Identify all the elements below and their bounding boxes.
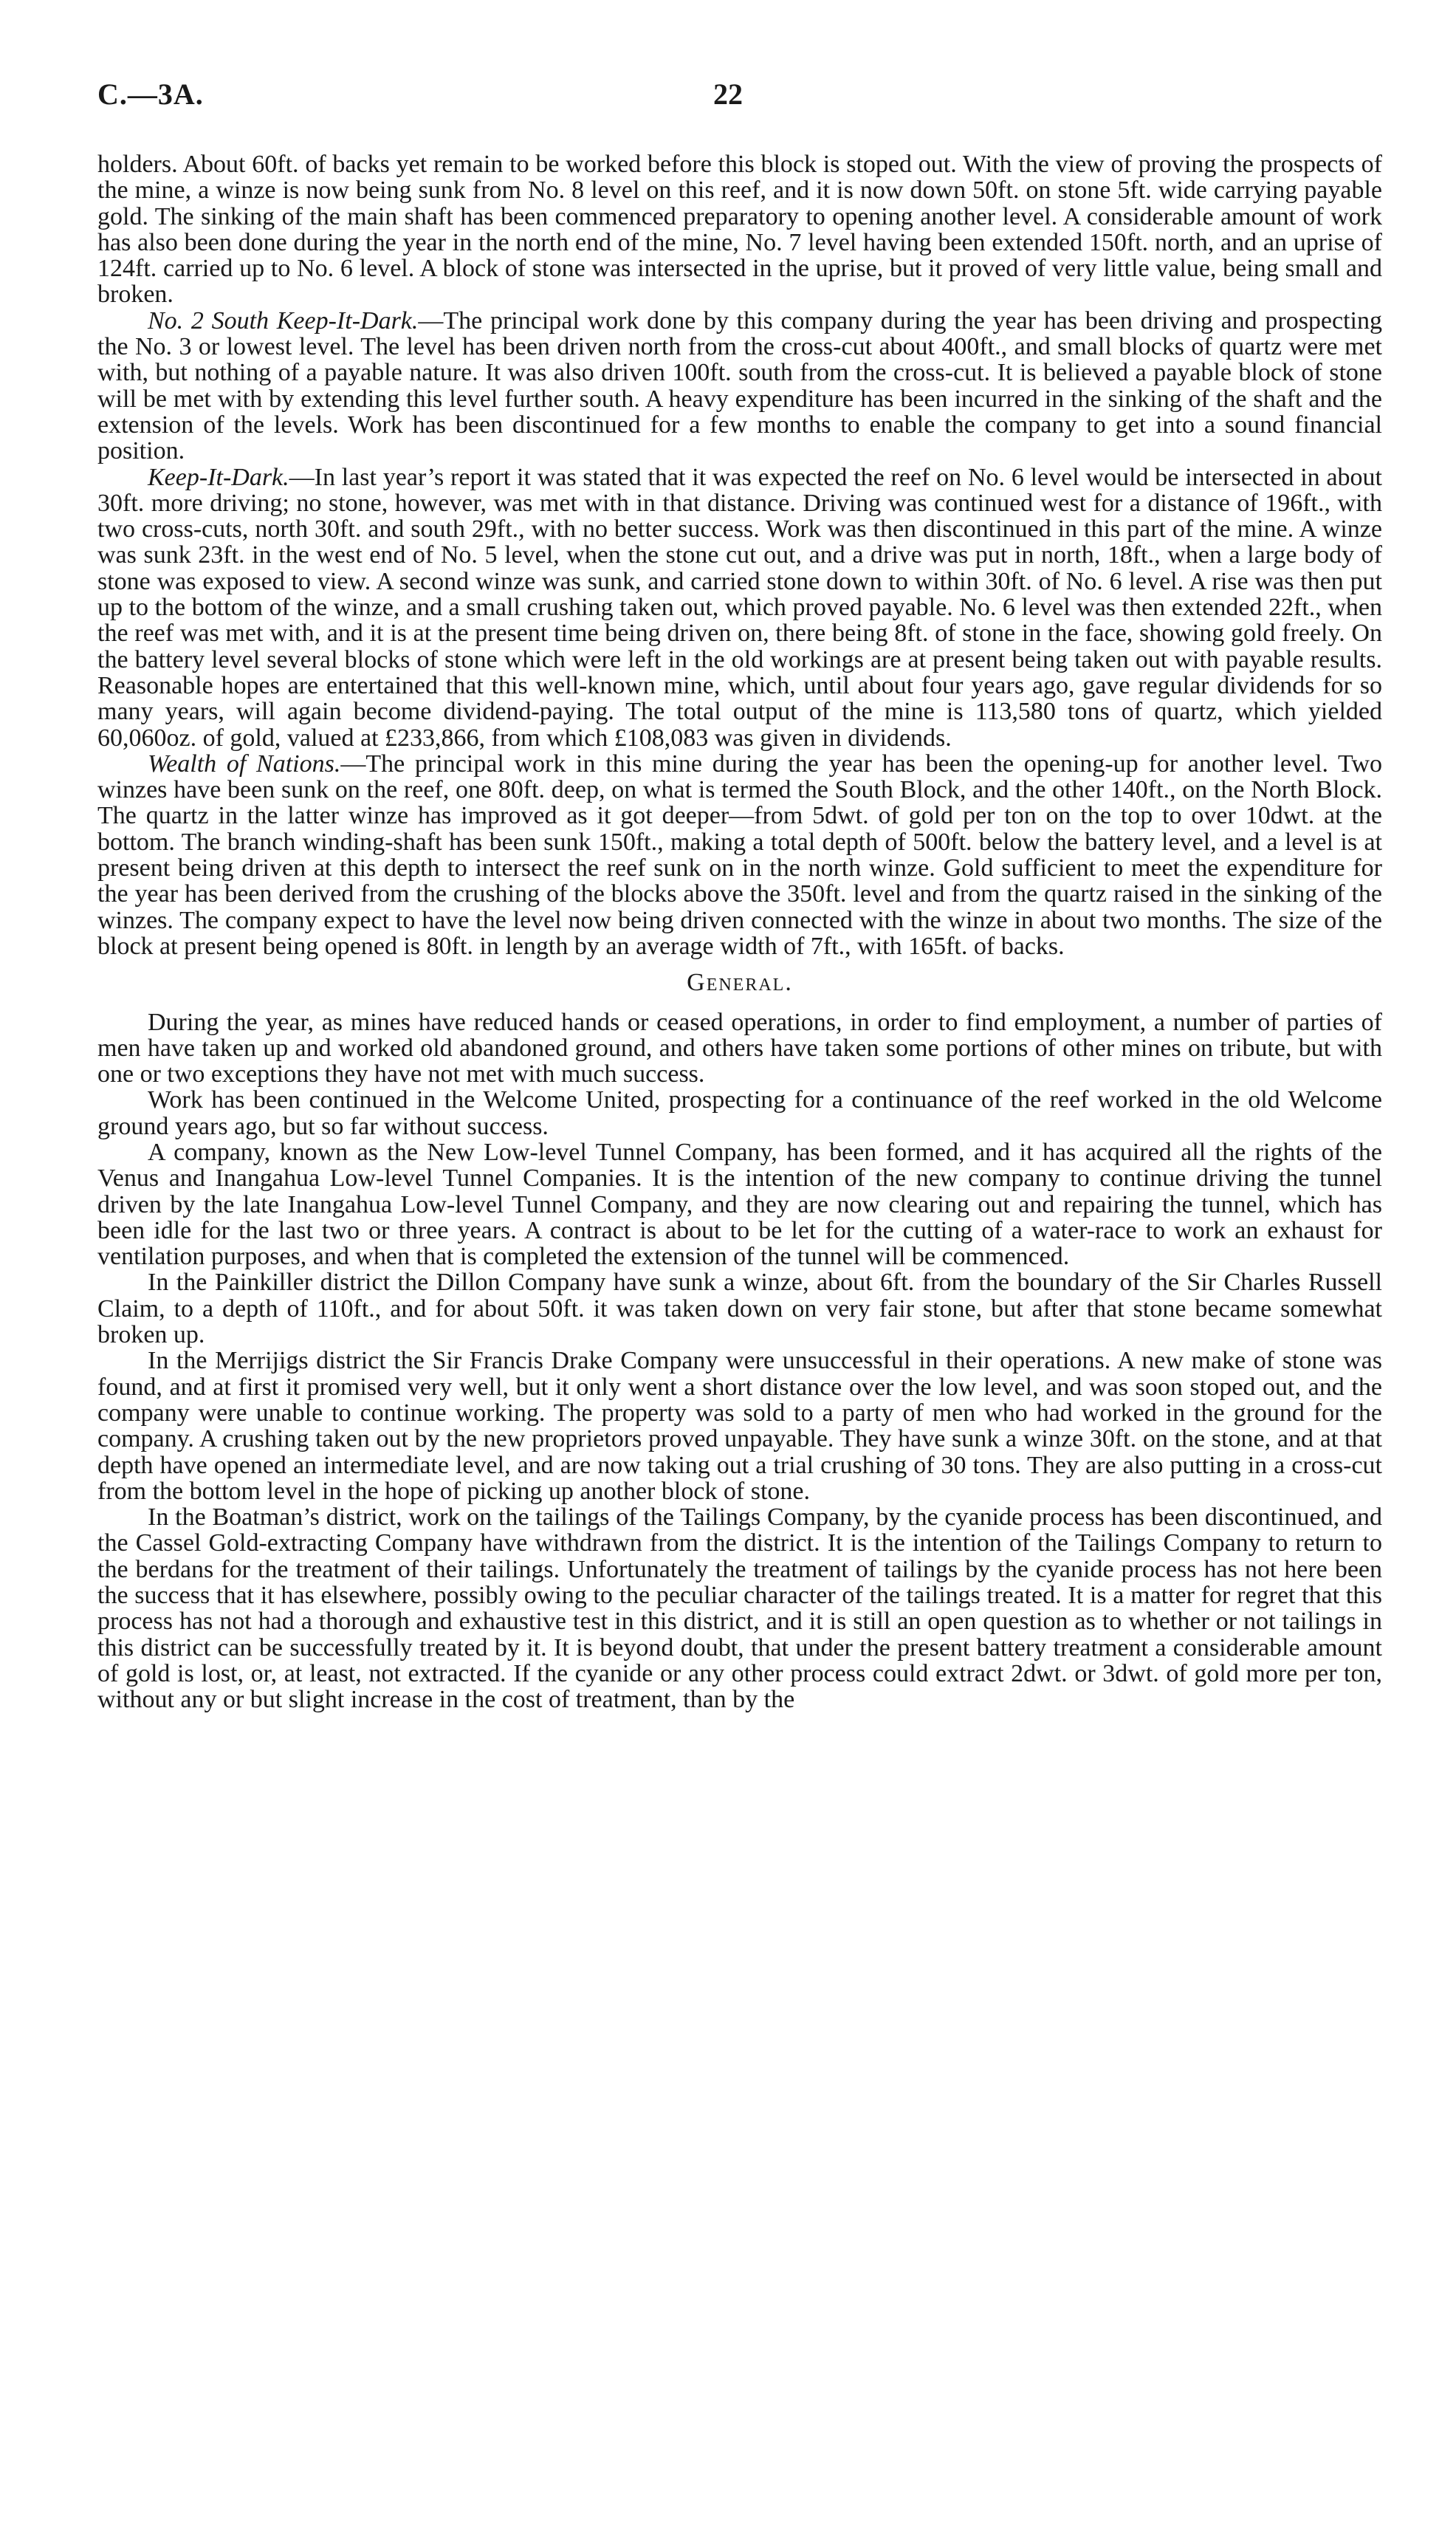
paragraph-lead: Keep-It-Dark. bbox=[148, 463, 289, 491]
general-paragraph: A company, known as the New Low-level Tunnel Company, has been formed, and it has acquired all the rights of the Venus and Inangahua Low-level Tunnel Companies. It is the intention of the new company to continue driving the tunnel driven by the late Inangahua Low-level Tunnel Company, and they are now clearing out and repairing the tunnel, which has been idle for the last two or three years. A contract is about to be let for the cutting of a water-race to work an exhaust for ventilation purposes, and when that is completed the extension of the tunnel will be commenced. bbox=[97, 1138, 1382, 1271]
paragraph-text: —The principal work in this mine during the year has been the opening-up for another level. Two winzes have been sunk on the reef, one 80ft. deep, on what is termed the South Block, and the other 140ft., on the North Block. The quartz in the latter winze has improved as it got deeper—from 5dwt. of gold per ton on the top to over 10dwt. at the bottom. The branch winding-shaft has been sunk 150ft., making a total depth of 500ft. below the battery level, and a level is at present being driven at this depth to intersect the reef sunk on in the north winze. Gold sufficient to meet the expenditure for the year has been derived from the crushing of the blocks above the 350ft. level and from the quartz raised in the sinking of the winzes. The company expect to have the level now being driven connected with the winze in about two months. The size of the block at present being opened is 80ft. in length by an average width of 7ft., with 165ft. of backs. bbox=[97, 750, 1382, 960]
general-paragraph: In the Boatman’s district, work on the tailings of the Tailings Company, by the cyanide process has been discontinued, and the Cassel Gold-extracting Company have withdrawn from the district. It is the intention of the Tailings Company to return to the berdans for the treatment of their tailings. Unfortunately the treatment of tailings by the cyanide process has not here been the success that it has elsewhere, possibly owing to the peculiar character of the tailings treated. It is a matter for regret that this process has not had a thorough and exhaustive test in this district, and it is still an open question as to whether or not tailings in this district can be successfully treated by it. It is beyond doubt, that under the present battery treatment a considerable amount of gold is lost, or, at least, not extracted. If the cyanide or any other process could extract 2dwt. or 3dwt. of gold more per ton, without any or but slight increase in the cost of treatment, than by the bbox=[97, 1503, 1382, 1714]
general-paragraph: Work has been continued in the Welcome United, prospecting for a continuance of the reef worked in the old Welcome ground years ago, but so far without success. bbox=[97, 1086, 1382, 1140]
page-header bbox=[97, 77, 1359, 121]
paragraph-text: —In last year’s report it was stated that it was expected the reef on No. 6 level would be intersected in about 30ft. more driving; no stone, however, was met with in that distance. Driving was continued west for a distance of 196ft., with two cross-cuts, north 30ft. and south 29ft., with no better success. Work was then discontinued in this part of the mine. A winze was sunk 23ft. in the west end of No. 5 level, when the stone cut out, and a drive was put in north, 18ft., when a large body of stone was exposed to view. A second winze was sunk, and carried stone down to within 30ft. of No. 6 level. A rise was then put up to the bottom of the winze, and a small crushing taken out, which proved payable. No. 6 level was then extended 22ft., when the reef was met with, and it is at the present time being driven on, there being 8ft. of stone in the face, showing gold freely. On the battery level several blocks of stone which were left in the old workings are at present being taken out with payable results. Reasonable hopes are entertained that this well-known mine, which, until about four years ago, gave regular dividends for so many years, will again become dividend-paying. The total output of the mine is 113,580 tons of quartz, which yielded 60,060oz. of gold, valued at £233,866, from which £108,083 was given in dividends. bbox=[97, 463, 1382, 752]
paragraph-wealth-of-nations bbox=[97, 751, 1382, 959]
paragraph-text: holders. About 60ft. of backs yet remain to be worked before this block is stoped out. With the view of proving the prospects of the mine, a winze is now being sunk from No. 8 level on this reef, and it is now down 50ft. on stone 5ft. wide carrying payable gold. The sinking of the main shaft has been commenced preparatory to opening another level. A considerable amount of work has also been done during the year in the north end of the mine, No. 7 level having been extended 150ft. north, and an uprise of 124ft. carried up to No. 6 level. A block of stone was intersected in the uprise, but it proved of very little value, being small and broken. bbox=[97, 151, 1382, 309]
document-reference: C.—3A. bbox=[97, 78, 204, 111]
section-heading: General. bbox=[687, 969, 793, 997]
paragraph-lead: Wealth of Nations. bbox=[148, 750, 341, 778]
general-paragraph: In the Painkiller district the Dillon Company have sunk a winze, about 6ft. from the boundary of the Sir Charles Russell Claim, to a depth of 110ft., and for about 50ft. it was taken down on very fair stone, but after that stone became somewhat broken up. bbox=[97, 1269, 1382, 1349]
general-paragraph: In the Merrijigs district the Sir Francis Drake Company were unsuccessful in their operations. A new make of stone was found, and at first it promised very well, but it only went a short distance over the low level, and was soon stoped out, and the company were unable to continue working. The property was sold to a party of men who had worked in the ground for the company. A crushing taken out by the new proprietors proved unpayable. They have sunk a winze 30ft. on the stone, and at that depth have opened an intermediate level, and are now taking out a trial crushing of 30 tons. They are also putting in a cross-cut from the bottom level in the hope of picking up another block of stone. bbox=[97, 1347, 1382, 1505]
paragraph-continuation bbox=[97, 151, 1382, 308]
page-number: 22 bbox=[713, 78, 743, 111]
paragraph-keep-it-dark bbox=[97, 464, 1382, 751]
page-body bbox=[97, 151, 1382, 1713]
paragraph-lead: No. 2 South Keep-It-Dark. bbox=[148, 306, 419, 335]
general-paragraph: During the year, as mines have reduced hands or ceased operations, in order to find employment, a number of parties of men have taken up and worked old abandoned ground, and others have taken some portions of other mines on tribute, but with one or two exceptions they have not met with much success. bbox=[97, 1008, 1382, 1088]
paragraph-text: —The principal work done by this company during the year has been driving and prospecting the No. 3 or lowest level. The level has been driven north from the cross-cut about 400ft., and small blocks of quartz were met with, but nothing of a payable nature. It was also driven 100ft. south from the cross-cut. It is believed a payable block of stone will be met with by extending this level further south. A heavy expenditure has been incurred in the sinking of the shaft and the extension of the levels. Work has been discontinued for a few months to enable the company to get into a sound financial position. bbox=[97, 306, 1382, 465]
paragraph-no2-south-keep-it-dark bbox=[97, 308, 1382, 464]
